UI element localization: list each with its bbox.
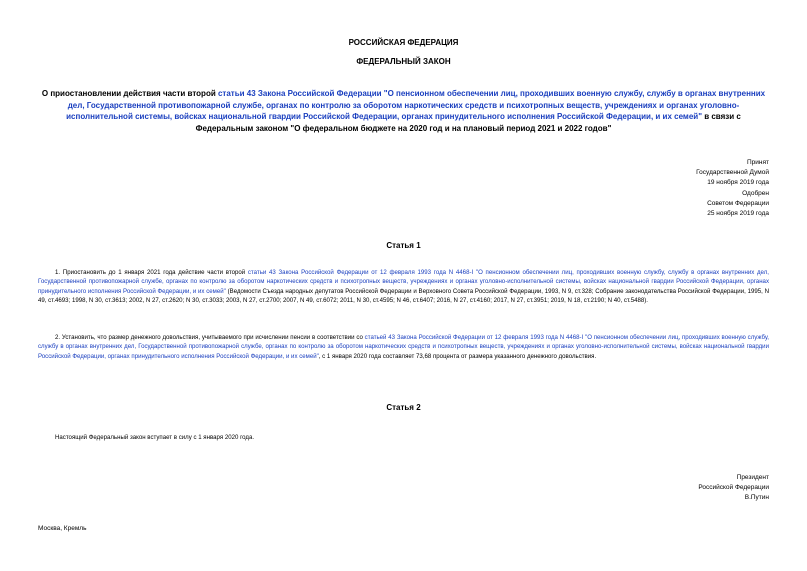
article-43-link[interactable]: статьей 43 Закона Российской Федерации от 12 февраля 1993 года N 4468-I "О пенсионном обеспечении лиц, проходивших военную службу, службу в органах внутренних дел, Государственной противопожарной службе, органах по контролю за оборотом наркотических средств и психотропных веществ, учреждениях и органах уголовно-исполнительной системы, войсках национальной гвардии Российской Федерации, органах принудительного исполнения Российской Федерации, и их семей" [38,334,769,360]
article-43-link[interactable]: статьи 43 Закона Российской Федерации от 12 февраля 1993 года N 4468-I "О пенсионном обеспечении лиц, проходивших военную службу, службу в органах внутренних дел, Государственной противопожарной службе, органах по контролю за оборотом наркотических средств и психотропных веществ, учреждениях и органах уголовно-исполнительной системы, войсках национальной гвардии Российской Федерации, органах принудительного исполнения Российской Федерации, и их семей" [38,269,769,295]
title-article-link[interactable]: статьи 43 Закона Российской Федерации "О пенсионном обеспечении лиц, проходивших военную службу, службу в органах внутренних дел, Государственной противопожарной службе, органах по контролю за оборотом наркотических средств и психотропных веществ, учреждениях и органах уголовно-исполнительной системы, войсках национальной гвардии Российской Федерации, органах принудительного исполнения Российской Федерации, и их семей" [66,89,766,121]
adoption-line: Принят [746,159,769,166]
article-1-paragraph-2 [38,333,769,361]
signature-name: В.Путин [744,494,769,502]
article-1-paragraph-1 [38,268,769,306]
paragraph-text: 2. Установить, что размер денежного довольствия, учитываемого при исчислении пенсии в соответствии со [55,334,365,341]
signing-place: Москва, Кремль [38,525,87,532]
paragraph-text: 1. Приостановить до 1 января 2021 года действие части второй [55,269,248,276]
title-text-after: в связи с Федеральным законом "О федеральном бюджете на 2020 год и на плановый период 2021 и 2022 годов" [195,112,741,133]
signature-block [569,473,769,504]
approval-line: Советом Федерации [707,199,769,207]
document-type-heading: ФЕДЕРАЛЬНЫЙ ЗАКОН [356,57,451,66]
adoption-block [569,158,769,219]
approval-date: 25 ноября 2019 года [707,210,769,218]
country-heading: РОССИЙСКАЯ ФЕДЕРАЦИЯ [348,38,459,47]
adoption-date: 19 ноября 2019 года [707,179,769,187]
article-2-paragraph: Настоящий Федеральный закон вступает в силу с 1 января 2020 года. [55,434,255,441]
article-2-heading: Статья 2 [386,403,421,412]
law-title [38,88,769,134]
signature-title: Российской Федерации [698,484,769,492]
article-1-heading: Статья 1 [386,241,421,250]
paragraph-text: (Ведомости Съезда народных депутатов Российской Федерации и Верховного Совета Российской Федерации, 1993, N 9, ст.328; Собрание законодательства Российской Федерации, 1995, N 49, ст.4693; 1998, N 30, ст.3613; 2002, N 27, ст.2620; N 30, ст.3033; 2003, N 27, ст.2700; 2007, N 49, ст.6072; 2011, N 30, ст.4595; N 46, ст.6407; 2016, N 27, ст.4160; 2017, N 27, ст.3951; 2019, N 18, ст.2190; N 40, ст.5488). [38,287,769,305]
approval-line: Одобрен [742,189,769,197]
adoption-line: Государственной Думой [696,169,769,177]
title-text-before: О приостановлении действия части второй [41,89,218,98]
signature-title: Президент [736,474,769,481]
paragraph-text: , с 1 января 2020 года составляет 73,68 процента от размера указанного денежного довольствия. [318,352,597,360]
